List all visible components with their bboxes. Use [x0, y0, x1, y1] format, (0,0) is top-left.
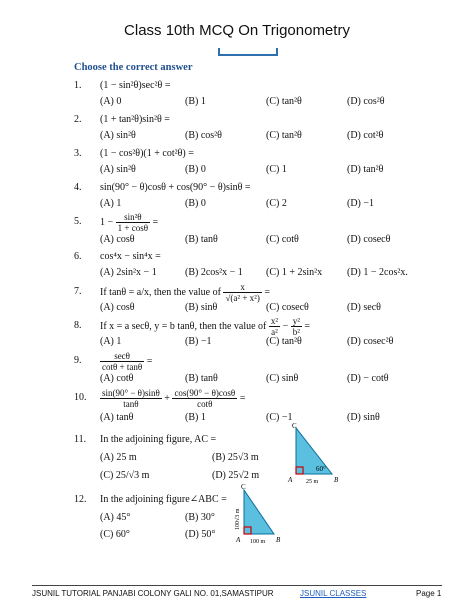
option-b[interactable]: (B) sinθ	[185, 302, 218, 313]
fraction	[223, 282, 261, 303]
stem-text: +	[161, 392, 173, 404]
numerator: secθ	[100, 351, 144, 362]
stem-text: =	[301, 320, 311, 332]
vertex-a-label: A	[236, 536, 241, 544]
stem-text: If tanθ = a/x, then the value of	[100, 286, 224, 298]
page-number: Page 1	[416, 589, 442, 598]
question-stem: (1 − cos²θ)(1 + cot²θ) =	[100, 148, 194, 159]
option-a[interactable]: (A) 2sin²x − 1	[100, 267, 157, 278]
option-c[interactable]: (C) 60°	[100, 529, 130, 540]
side-label: 25 m	[306, 479, 319, 485]
question-number: 2.	[74, 114, 82, 125]
question-number: 7.	[74, 286, 82, 297]
numerator: x	[223, 282, 261, 293]
option-b[interactable]: (B) tanθ	[185, 373, 218, 384]
denominator: cotθ	[197, 399, 213, 409]
vertex-b-label: B	[276, 536, 281, 544]
option-b[interactable]: (B) 25√3 m	[212, 452, 259, 463]
numerator: sin²θ	[116, 212, 150, 223]
stem-text: =	[237, 392, 246, 404]
option-c[interactable]: (C) cotθ	[266, 234, 299, 245]
option-d[interactable]: (D) tan²θ	[347, 164, 384, 175]
option-d[interactable]: (D) cosecθ	[347, 234, 391, 245]
stem-text: If x = a secθ, y = b tanθ, then the value of	[100, 320, 269, 332]
option-b[interactable]: (B) 0	[185, 164, 206, 175]
question-stem: (1 + tan²θ)sin²θ =	[100, 114, 170, 125]
question-stem: (1 − sin²θ)sec²θ =	[100, 80, 171, 91]
option-d[interactable]: (D) cot²θ	[347, 130, 384, 141]
option-a[interactable]: (A) cotθ	[100, 373, 134, 384]
option-b[interactable]: (B) tanθ	[185, 234, 218, 245]
footer-address: JSUNIL TUTORIAL PANJABI COLONY GALI NO. 01,SAMASTIPUR	[32, 589, 274, 598]
option-a[interactable]: (A) 0	[100, 96, 122, 107]
vertex-c-label: C	[292, 422, 297, 430]
option-c[interactable]: (C) 1	[266, 164, 287, 175]
option-c[interactable]: (C) −1	[266, 412, 293, 423]
question-stem	[100, 351, 152, 372]
height-label: 100√3 m	[235, 508, 241, 530]
question-number: 5.	[74, 216, 82, 227]
question-number: 10.	[74, 392, 87, 403]
page-title: Class 10th MCQ On Trigonometry	[124, 22, 350, 39]
question-stem: In the adjoining figure∠ABC =	[100, 494, 227, 505]
footer-rule	[32, 585, 442, 586]
option-b[interactable]: (B) 0	[185, 198, 206, 209]
option-b[interactable]: (B) 2cos²x − 1	[185, 267, 243, 278]
option-c[interactable]: (C) cosecθ	[266, 302, 309, 313]
option-b[interactable]: (B) 30°	[185, 512, 215, 523]
stem-text: 1 −	[100, 216, 116, 228]
option-d[interactable]: (D) 1 − 2cos²x.	[347, 267, 408, 278]
option-d[interactable]: (D) cosec²θ	[347, 336, 394, 347]
fraction	[269, 316, 280, 337]
option-d[interactable]: (D) 50°	[185, 529, 216, 540]
denominator: tanθ	[123, 399, 139, 409]
option-a[interactable]: (A) 25 m	[100, 452, 137, 463]
question-stem	[100, 388, 245, 409]
question-number: 6.	[74, 251, 82, 262]
question-stem	[100, 212, 158, 233]
option-a[interactable]: (A) cosθ	[100, 234, 135, 245]
stem-text: =	[150, 216, 159, 228]
footer-link[interactable]: JSUNIL CLASSES	[300, 589, 367, 598]
question-stem	[100, 282, 270, 303]
figure-12-triangle	[226, 482, 286, 546]
fraction	[116, 212, 150, 233]
option-a[interactable]: (A) sin²θ	[100, 164, 136, 175]
option-a[interactable]: (A) tanθ	[100, 412, 134, 423]
vertex-c-label: C	[241, 483, 246, 491]
question-stem	[100, 316, 310, 337]
option-b[interactable]: (B) cos²θ	[185, 130, 222, 141]
option-d[interactable]: (D) sinθ	[347, 412, 380, 423]
option-a[interactable]: (A) cosθ	[100, 302, 135, 313]
question-number: 8.	[74, 320, 82, 331]
option-d[interactable]: (D) cos²θ	[347, 96, 385, 107]
numerator: sin(90° − θ)sinθ	[102, 388, 160, 398]
denominator: 1 + cosθ	[117, 223, 149, 233]
question-stem: cos⁴x − sin⁴x =	[100, 251, 161, 262]
stem-text: =	[261, 286, 270, 298]
question-stem: sin(90° − θ)cosθ + cos(90° − θ)sinθ =	[100, 182, 251, 193]
option-b[interactable]: (B) −1	[185, 336, 212, 347]
numerator: x²	[270, 316, 279, 326]
section-heading: Choose the correct answer	[74, 62, 193, 73]
denominator: b²	[292, 327, 300, 337]
option-d[interactable]: (D) secθ	[347, 302, 381, 313]
base-label: 100 m	[250, 539, 266, 545]
option-d[interactable]: (D) −1	[347, 198, 375, 209]
denominator: √(a² + x²)	[225, 293, 260, 303]
option-c[interactable]: (C) sinθ	[266, 373, 299, 384]
numerator: y²	[292, 316, 300, 326]
option-a[interactable]: (A) 1	[100, 336, 122, 347]
option-a[interactable]: (A) 45°	[100, 512, 131, 523]
option-c[interactable]: (C) tan²θ	[266, 96, 302, 107]
option-c[interactable]: (C) 2	[266, 198, 287, 209]
option-a[interactable]: (A) sin²θ	[100, 130, 136, 141]
title-underline-bracket	[218, 48, 278, 56]
option-b[interactable]: (B) 1	[185, 412, 206, 423]
option-c[interactable]: (C) tan²θ	[266, 130, 302, 141]
numerator: cos(90° − θ)cosθ	[174, 388, 236, 398]
question-number: 1.	[74, 80, 82, 91]
question-number: 3.	[74, 148, 82, 159]
question-number: 12.	[74, 494, 87, 505]
question-stem: In the adjoining figure, AC =	[100, 434, 217, 445]
stem-text: =	[144, 355, 153, 367]
denominator: cotθ + tanθ	[102, 362, 143, 372]
option-b[interactable]: (B) 1	[185, 96, 206, 107]
page-footer	[0, 589, 474, 605]
vertex-b-label: B	[334, 476, 339, 484]
option-d[interactable]: (D) 25√2 m	[212, 470, 260, 481]
fraction	[100, 388, 162, 409]
fraction	[100, 351, 144, 372]
fraction	[172, 388, 237, 409]
option-d[interactable]: (D) − cotθ	[347, 373, 389, 384]
vertex-a-label: A	[288, 476, 293, 484]
figure-11-triangle	[286, 422, 352, 486]
option-a[interactable]: (A) 1	[100, 198, 122, 209]
angle-label: 60°	[316, 465, 326, 473]
denominator: a²	[271, 327, 278, 337]
option-c[interactable]: (C) 1 + 2sin²x	[266, 267, 323, 278]
question-number: 4.	[74, 182, 82, 193]
option-c[interactable]: (C) tan²θ	[266, 336, 302, 347]
question-number: 9.	[74, 355, 82, 366]
question-number: 11.	[74, 434, 87, 445]
fraction	[291, 316, 302, 337]
option-c[interactable]: (C) 25/√3 m	[100, 470, 150, 481]
stem-text: −	[280, 320, 291, 332]
